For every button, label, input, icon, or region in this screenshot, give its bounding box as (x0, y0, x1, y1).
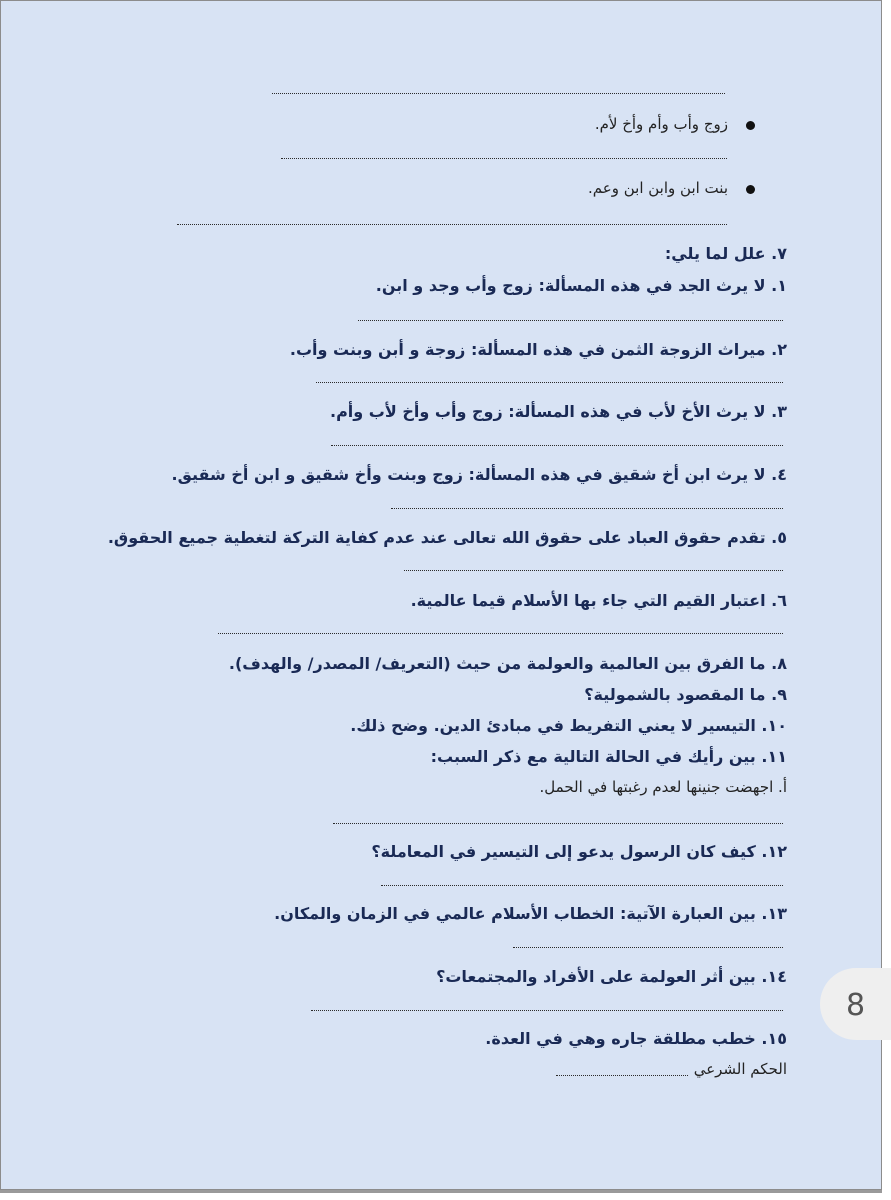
answer-line (311, 1010, 783, 1011)
answer-line (218, 633, 783, 634)
question-11: ١١. بين رأيك في الحالة التالية مع ذكر السبب: (430, 747, 787, 766)
question-item: ١. لا يرث الجد في هذه المسألة: زوج وأب وجد و ابن. (375, 276, 787, 295)
question-heading: ٧. علل لما يلي: (664, 244, 787, 263)
bullet-icon (746, 121, 755, 130)
bullet-item: بنت ابن وابن ابن وعم. (588, 179, 728, 197)
question-item: ٥. تقدم حقوق العباد على حقوق الله تعالى عند عدم كفاية التركة لتغطية جميع الحقوق. (107, 528, 787, 547)
question-item: ٤. لا يرث ابن أخ شقيق في هذه المسألة: زوج وبنت وأخ شقيق و ابن أخ شقيق. (171, 465, 787, 484)
bullet-item: زوج وأب وأم وأخ لأم. (594, 115, 728, 133)
answer-line (331, 445, 783, 446)
ruling-label: الحكم الشرعي (693, 1060, 787, 1078)
question-12: ١٢. كيف كان الرسول يدعو إلى التيسير في المعاملة؟ (371, 842, 787, 861)
question-8: ٨. ما الفرق بين العالمية والعولمة من حيث (التعريف/ المصدر/ والهدف). (228, 654, 787, 673)
question-13: ١٣. بين العبارة الآتية: الخطاب الأسلام عالمي في الزمان والمكان. (274, 904, 787, 923)
answer-line (381, 885, 783, 886)
answer-line (177, 224, 727, 225)
answer-line (316, 382, 783, 383)
question-9: ٩. ما المقصود بالشمولية؟ (584, 685, 787, 704)
page-bottom-border (0, 1190, 891, 1193)
question-10: ١٠. التيسير لا يعني التفريط في مبادئ الدين. وضح ذلك. (350, 716, 787, 735)
answer-line (333, 823, 783, 824)
answer-line (404, 570, 783, 571)
answer-line (556, 1075, 688, 1076)
page-number: 8 (846, 988, 866, 1023)
question-item: ٦. اعتبار القيم التي جاء بها الأسلام قيما عالمية. (410, 591, 787, 610)
question-item: ٣. لا يرث الأخ لأب في هذه المسألة: زوج وأب وأخ لأب وأم. (329, 402, 787, 421)
answer-line (281, 158, 727, 159)
question-11-case: أ. اجهضت جنينها لعدم رغبتها في الحمل. (539, 778, 787, 796)
bullet-icon (746, 185, 755, 194)
answer-line (358, 320, 783, 321)
question-14: ١٤. بين أثر العولمة على الأفراد والمجتمعات؟ (436, 967, 787, 986)
question-item: ٢. ميراث الزوجة الثمن في هذه المسألة: زوجة و أبن وبنت وأب. (289, 340, 787, 359)
answer-line (272, 93, 725, 94)
question-15: ١٥. خطب مطلقة جاره وهي في العدة. (485, 1029, 787, 1048)
answer-line (513, 947, 783, 948)
answer-line (391, 508, 783, 509)
